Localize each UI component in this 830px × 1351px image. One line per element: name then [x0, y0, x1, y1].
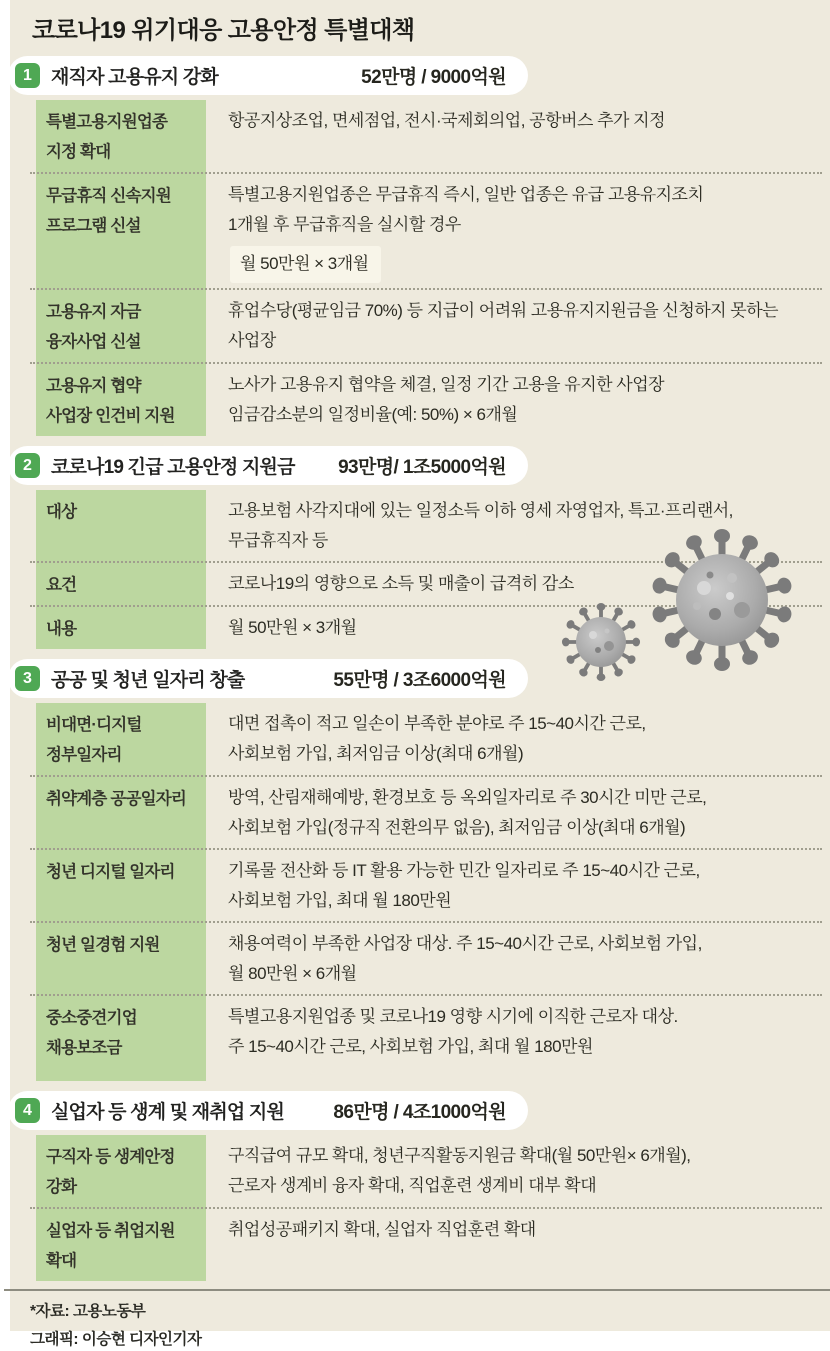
section-stats: 52만명 / 9000억원 — [361, 67, 506, 88]
content-line: 휴업수당(평균임금 70%) 등 지급이 어려워 고용유지지원금을 신청하지 못하는 — [228, 301, 779, 320]
row-label — [36, 370, 206, 431]
label-line: 지정 확대 — [46, 143, 111, 161]
label-line: 청년 디지털 일자리 — [46, 863, 175, 881]
label-line: 강화 — [46, 1178, 77, 1196]
section-number-badge: 3 — [15, 666, 40, 691]
content-line: 무급휴직자 등 — [228, 531, 328, 550]
section-header-3 — [8, 659, 528, 698]
row-content — [206, 1002, 822, 1063]
label-line: 정부일자리 — [46, 746, 122, 764]
section-header-4 — [8, 1091, 528, 1130]
section-stats: 86만명 / 4조1000억원 — [333, 1102, 506, 1123]
content-line: 채용여력이 부족한 사업장 대상. 주 15~40시간 근로, 사회보험 가입, — [228, 934, 702, 953]
section-number-badge: 2 — [15, 453, 40, 478]
highlight-box: 월 50만원 × 3개월 — [230, 246, 381, 283]
section-number-badge: 1 — [15, 63, 40, 88]
label-line: 중소중견기업 — [46, 1009, 137, 1027]
label-line: 취약계층 공공일자리 — [46, 790, 187, 808]
content-line: 월 50만원 × 3개월 — [228, 618, 357, 637]
section-stats: 93만명/ 1조5000억원 — [338, 457, 506, 478]
label-line: 프로그램 신설 — [46, 217, 141, 235]
content-line: 1개월 후 무급휴직을 실시할 경우 — [228, 215, 461, 234]
content-line: 특별고용지원업종 및 코로나19 영향 시기에 이직한 근로자 대상. — [228, 1007, 678, 1026]
row-label — [36, 856, 206, 916]
content-line: 노사가 고용유지 협약을 체결, 일정 기간 고용을 유지한 사업장 — [228, 375, 665, 394]
row-content — [206, 856, 822, 916]
label-line: 구직자 등 생계안정 — [46, 1148, 175, 1166]
row-label — [36, 1002, 206, 1063]
row-content — [206, 370, 822, 431]
label-line: 고용유지 협약 — [46, 377, 141, 395]
content-line: 사회보험 가입, 최대 월 180만원 — [228, 891, 452, 910]
table-row — [36, 923, 822, 994]
row-label — [36, 569, 206, 600]
row-label — [36, 929, 206, 989]
content-line: 항공지상조업, 면세점업, 전시·국제회의업, 공항버스 추가 지정 — [228, 111, 665, 130]
row-content — [206, 709, 822, 770]
content-line: 구직급여 규모 확대, 청년구직활동지원금 확대(월 50만원× 6개월), — [228, 1146, 691, 1165]
table-row — [36, 1209, 822, 1281]
row-label — [36, 180, 206, 283]
content-line: 고용보험 사각지대에 있는 일정소득 이하 영세 자영업자, 특고·프리랜서, — [228, 501, 733, 520]
page-title: 코로나19 위기대응 고용안정 특별대책 — [32, 17, 415, 44]
content-line: 방역, 산림재해예방, 환경보호 등 옥외일자리로 주 30시간 미만 근로, — [228, 788, 707, 807]
row-content — [206, 180, 822, 283]
row-label — [36, 296, 206, 357]
row-label — [36, 709, 206, 770]
label-line: 대상 — [46, 503, 77, 521]
label-line: 비대면·디지털 — [46, 716, 142, 734]
label-line: 내용 — [46, 620, 77, 638]
content-line: 사회보험 가입(정규직 전환의무 없음), 최저임금 이상(최대 6개월) — [228, 818, 686, 837]
content-line: 사회보험 가입, 최저임금 이상(최대 6개월) — [228, 744, 524, 763]
content-line: 월 80만원 × 6개월 — [228, 964, 357, 983]
section-stats: 55만명 / 3조6000억원 — [333, 670, 506, 691]
table-row — [36, 364, 822, 436]
row-content — [206, 1215, 822, 1276]
table-row — [36, 777, 822, 848]
content-line: 임금감소분의 일정비율(예: 50%) × 6개월 — [228, 405, 518, 424]
row-label — [36, 106, 206, 167]
coronavirus-illustration — [552, 518, 802, 683]
label-line: 요건 — [46, 576, 77, 594]
section-table-3 — [36, 703, 822, 1081]
section-table-1 — [36, 100, 822, 436]
section-title: 코로나19 긴급 고용안정 지원금 — [51, 457, 295, 478]
content-line: 코로나19의 영향으로 소득 및 매출이 급격히 감소 — [228, 574, 574, 593]
row-content — [206, 106, 822, 167]
row-content — [206, 929, 822, 989]
section-title: 공공 및 청년 일자리 창출 — [51, 670, 245, 691]
table-row — [36, 996, 822, 1081]
section-title: 실업자 등 생계 및 재취업 지원 — [51, 1102, 285, 1123]
table-row — [36, 290, 822, 362]
row-content — [206, 1141, 822, 1202]
table-row — [36, 100, 822, 172]
label-line: 무급휴직 신속지원 — [46, 187, 171, 205]
content-line: 취업성공패키지 확대, 실업자 직업훈련 확대 — [228, 1220, 536, 1239]
label-line: 확대 — [46, 1252, 77, 1270]
content-line: 대면 접촉이 적고 일손이 부족한 분야로 주 15~40시간 근로, — [228, 714, 646, 733]
row-label — [36, 496, 206, 556]
label-line: 특별고용지원업종 — [46, 113, 168, 131]
row-content — [206, 783, 822, 843]
label-line: 고용유지 자금 — [46, 303, 141, 321]
content-line: 주 15~40시간 근로, 사회보험 가입, 최대 월 180만원 — [228, 1037, 593, 1056]
row-label — [36, 1141, 206, 1202]
label-line: 청년 일경험 지원 — [46, 936, 160, 954]
label-line: 채용보조금 — [46, 1039, 122, 1057]
table-row — [36, 1135, 822, 1207]
section-table-4 — [36, 1135, 822, 1281]
section-title: 재직자 고용유지 강화 — [51, 67, 218, 88]
row-label — [36, 783, 206, 843]
table-row — [36, 850, 822, 921]
bottom-rule — [4, 1289, 830, 1291]
content-line: 특별고용지원업종은 무급휴직 즉시, 일반 업종은 유급 고용유지조치 — [228, 185, 704, 204]
label-line: 실업자 등 취업지원 — [46, 1222, 175, 1240]
row-content — [206, 296, 822, 357]
row-label — [36, 613, 206, 644]
source-note: *자료: 고용노동부 — [30, 1303, 146, 1320]
credit-note: 그래픽: 이승현 디자인기자 — [30, 1331, 202, 1348]
row-label — [36, 1215, 206, 1276]
table-row — [36, 174, 822, 288]
table-row — [36, 703, 822, 775]
label-line: 융자사업 신설 — [46, 333, 141, 351]
label-line: 사업장 인건비 지원 — [46, 407, 175, 425]
content-line: 사업장 — [228, 331, 276, 350]
section-header-1 — [8, 56, 528, 95]
content-line: 기록물 전산화 등 IT 활용 가능한 민간 일자리로 주 15~40시간 근로, — [228, 861, 700, 880]
content-line: 근로자 생계비 융자 확대, 직업훈련 생계비 대부 확대 — [228, 1176, 597, 1195]
section-number-badge: 4 — [15, 1098, 40, 1123]
section-header-2 — [8, 446, 528, 485]
